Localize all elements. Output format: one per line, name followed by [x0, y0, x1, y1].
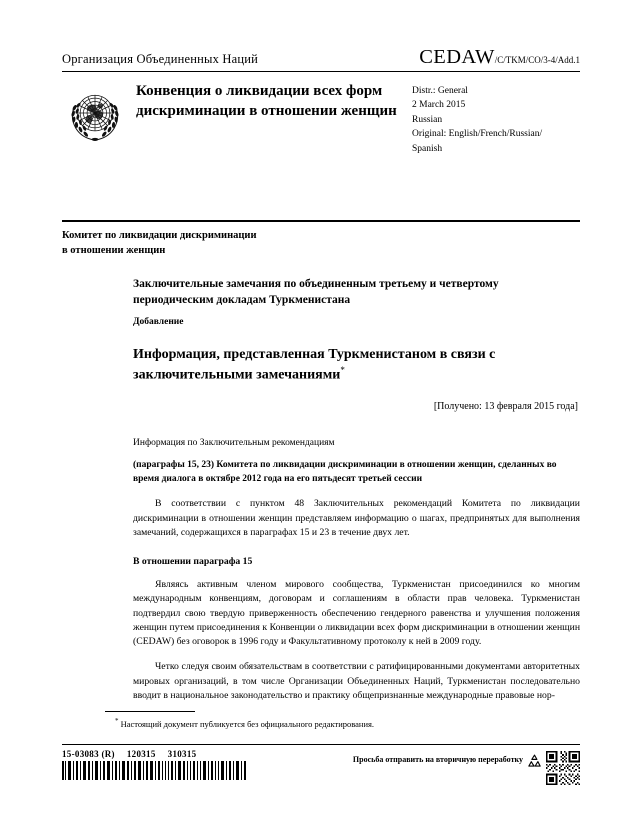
footnote-text: [105, 717, 545, 731]
document-content: [133, 276, 580, 703]
recycle-icon: [526, 751, 543, 770]
report-title: Заключительные замечания по объединенным третьему и четвертому периодическим докладам Туркменистана: [133, 278, 499, 307]
committee-name-line1: Комитет по ликвидации дискриминации: [62, 230, 257, 241]
addendum-label: Добавление: [133, 316, 184, 327]
distribution-block: [412, 80, 580, 156]
footnote-block: [105, 711, 545, 731]
received-date: [Получено: 13 февраля 2015 года]: [433, 400, 578, 412]
original-languages-line2: Spanish: [412, 143, 443, 154]
paragraph-2: Являясь активным членом мирового сообщества, Туркменистан присоединился ко многим международным конвенциям, договорам и соглашениям в области прав человека. Туркменистан подтвердил свою твердую приверженность обеспечению гендерного равенства и улучшения положения женщин путем присоединения к Конвенции о ликвидации всех форм дискриминации в отношении женщин (CEDAW) без оговорок в 1996 году и Факультативному протоколу к ней в 2009 году.: [133, 579, 580, 648]
document-symbol: [419, 46, 580, 69]
date-code-1: 120315: [126, 749, 156, 759]
document-symbol-main: CEDAW: [419, 46, 495, 68]
document-language: Russian: [412, 114, 443, 125]
date-code-2: 310315: [167, 749, 197, 759]
page-footer: [62, 749, 580, 785]
un-emblem-icon: [62, 82, 128, 148]
footnote-marker: *: [340, 364, 345, 375]
footnote-body: Настоящий документ публикуется без официального редактирования.: [120, 718, 375, 729]
convention-title: Конвенция о ликвидации всех форм дискриминации в отношении женщин: [136, 83, 397, 119]
original-languages-line1: Original: English/French/Russian/: [412, 129, 543, 140]
subheading-bold: (параграфы 15, 23) Комитета по ликвидации дискриминации в отношении женщин, сделанных во время диалога в октябре 2012 года на его пятьдесят третьей сессии: [133, 459, 557, 485]
subheading-lead: Информация по Заключительным рекомендациям: [133, 437, 335, 448]
recycle-text: Просьба отправить на вторичную переработку: [352, 755, 523, 764]
main-title-text: Информация, представленная Туркменистаном в связи с заключительными замечаниями: [133, 346, 496, 383]
distribution-type: Distr.: General: [412, 86, 468, 96]
document-symbol-suffix: /C/TKM/CO/3-4/Add.1: [494, 55, 580, 65]
paragraph-3: Четко следуя своим обязательствам в соответствии с ратифицированными документами авторитетных мировых организаций, в том числе Организации Объединенных Наций, Туркменистан последовательно вводит в национальное законодательство и практику общепризнанные международные правовые нор-: [133, 661, 580, 701]
footer-left: [62, 749, 248, 780]
barcode: [62, 761, 248, 780]
organization-name: Организация Объединенных Наций: [62, 52, 259, 66]
job-number: 15-03083 (R): [62, 749, 115, 759]
committee-name-line2: в отношении женщин: [62, 244, 166, 256]
committee-name: [62, 229, 482, 259]
qr-code: [546, 751, 580, 785]
job-number-line: [62, 749, 248, 759]
section-divider: [62, 220, 580, 222]
masthead-top-row: [62, 46, 580, 71]
footer-right: [353, 749, 580, 785]
footnote-divider: [105, 711, 195, 712]
paragraph-1: В соответствии с пунктом 48 Заключительных рекомендаций Комитета по ликвидации дискриминации в отношении женщин представляем информацию о шагах, предпринятых для выполнения замечаний, содержащихся в параграфах 15 и 23 в течение двух лет.: [133, 498, 580, 538]
section-heading-paragraph-15: В отношении параграфа 15: [133, 556, 253, 568]
emblem-cell: [62, 80, 136, 148]
main-title: [133, 345, 580, 385]
masthead: [62, 46, 580, 156]
footer-divider: [62, 744, 580, 745]
distribution-date: 2 March 2015: [412, 100, 466, 111]
masthead-body: [62, 72, 580, 156]
footnote-star: *: [115, 717, 119, 725]
